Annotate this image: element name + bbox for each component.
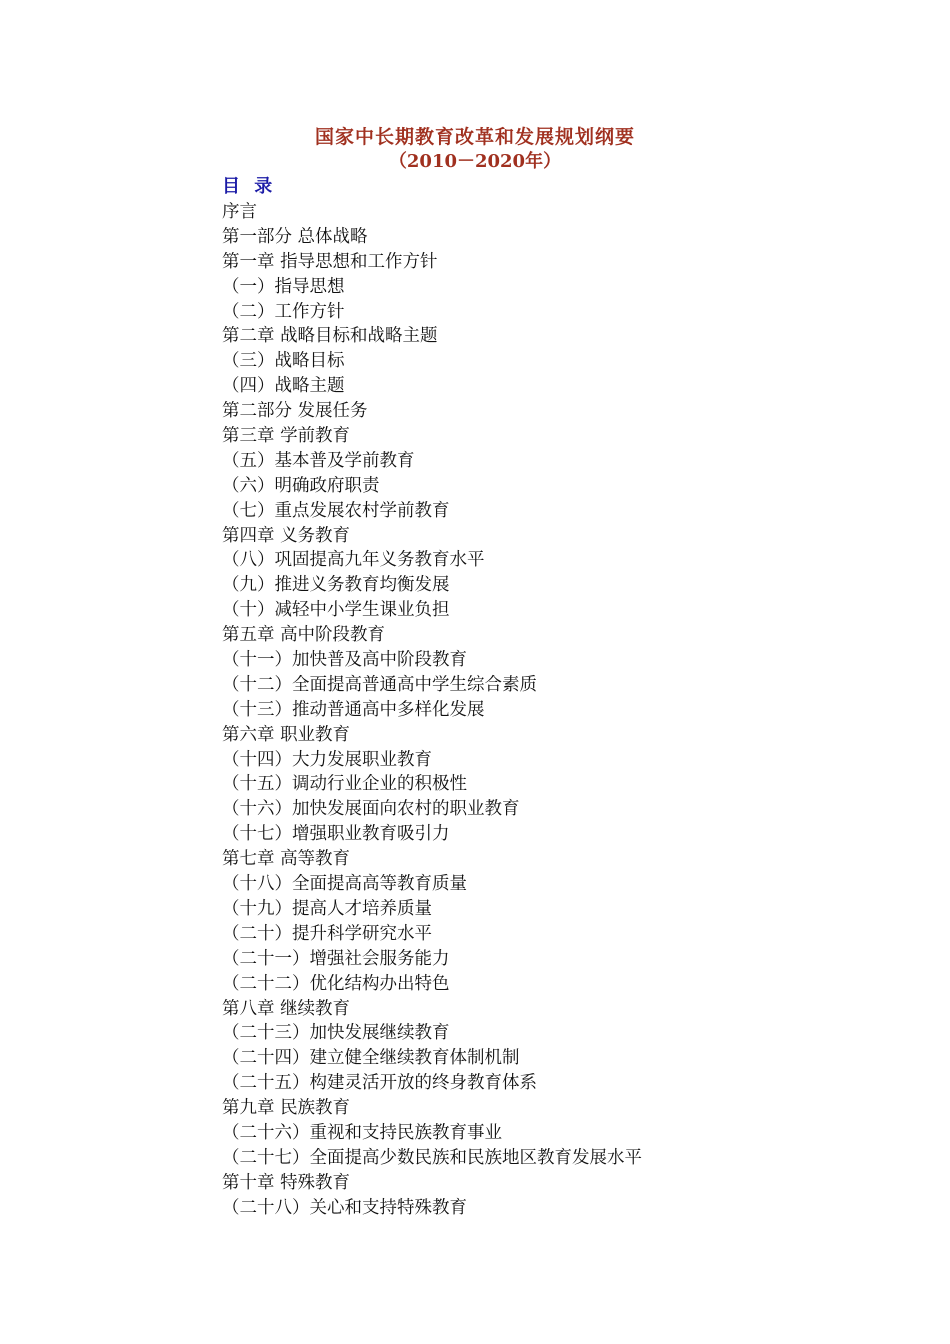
toc-item: （八）巩固提高九年义务教育水平 [222, 550, 485, 571]
toc-item: 第九章 民族教育 [222, 1098, 351, 1119]
toc-item: 第四章 义务教育 [222, 525, 351, 546]
toc-item: （十五）调动行业企业的积极性 [222, 774, 467, 795]
toc-item: 第七章 高等教育 [222, 849, 351, 870]
toc-item: 第一部分 总体战略 [222, 226, 368, 247]
toc-item: （五）基本普及学前教育 [222, 450, 415, 471]
toc-item: （十四）大力发展职业教育 [222, 749, 432, 770]
toc-item: （六）明确政府职责 [222, 475, 380, 496]
document-subtitle: （2010－2020年） [388, 151, 562, 172]
toc-item: （七）重点发展农村学前教育 [222, 500, 450, 521]
toc-item: 第二章 战略目标和战略主题 [222, 326, 438, 347]
document-title: 国家中长期教育改革和发展规划纲要 [314, 126, 635, 148]
toc-item: （一）指导思想 [222, 276, 345, 297]
toc-item: （二十二）优化结构办出特色 [222, 973, 450, 994]
toc-item: （四）战略主题 [222, 376, 345, 397]
toc-item: （二十八）关心和支持特殊教育 [222, 1197, 467, 1218]
toc-item: （九）推进义务教育均衡发展 [222, 575, 450, 596]
toc-list [222, 200, 642, 1221]
toc-item: （二）工作方针 [222, 301, 345, 322]
toc-item: （二十六）重视和支持民族教育事业 [222, 1122, 502, 1143]
toc-item: （三）战略目标 [222, 351, 345, 372]
toc-item: （十二）全面提高普通高中学生综合素质 [222, 674, 537, 695]
toc-item: （二十一）增强社会服务能力 [222, 948, 450, 969]
toc-item: （二十七）全面提高少数民族和民族地区教育发展水平 [222, 1147, 642, 1168]
toc-item: 第三章 学前教育 [222, 426, 351, 447]
toc-item: 第六章 职业教育 [222, 724, 351, 745]
toc-item: （十三）推动普通高中多样化发展 [222, 699, 485, 720]
toc-heading: 目 录 [222, 176, 277, 197]
toc-item: （二十五）构建灵活开放的终身教育体系 [222, 1073, 537, 1094]
toc-item: （十）减轻中小学生课业负担 [222, 600, 450, 621]
toc-item: 第八章 继续教育 [222, 998, 351, 1019]
toc-item: 第十章 特殊教育 [222, 1172, 351, 1193]
toc-item: （十七）增强职业教育吸引力 [222, 824, 450, 845]
toc-item: （十八）全面提高高等教育质量 [222, 874, 467, 895]
toc-item: （二十）提升科学研究水平 [222, 923, 432, 944]
toc-item: 第一章 指导思想和工作方针 [222, 251, 438, 272]
toc-item: （十九）提高人才培养质量 [222, 898, 432, 919]
toc-item: （十六）加快发展面向农村的职业教育 [222, 799, 520, 820]
toc-item: 序言 [222, 202, 257, 222]
toc-item: 第五章 高中阶段教育 [222, 625, 386, 646]
toc-item: 第二部分 发展任务 [222, 401, 368, 422]
toc-item: （二十三）加快发展继续教育 [222, 1023, 450, 1044]
toc-item: （二十四）建立健全继续教育体制机制 [222, 1048, 520, 1069]
toc-item: （十一）加快普及高中阶段教育 [222, 650, 467, 671]
